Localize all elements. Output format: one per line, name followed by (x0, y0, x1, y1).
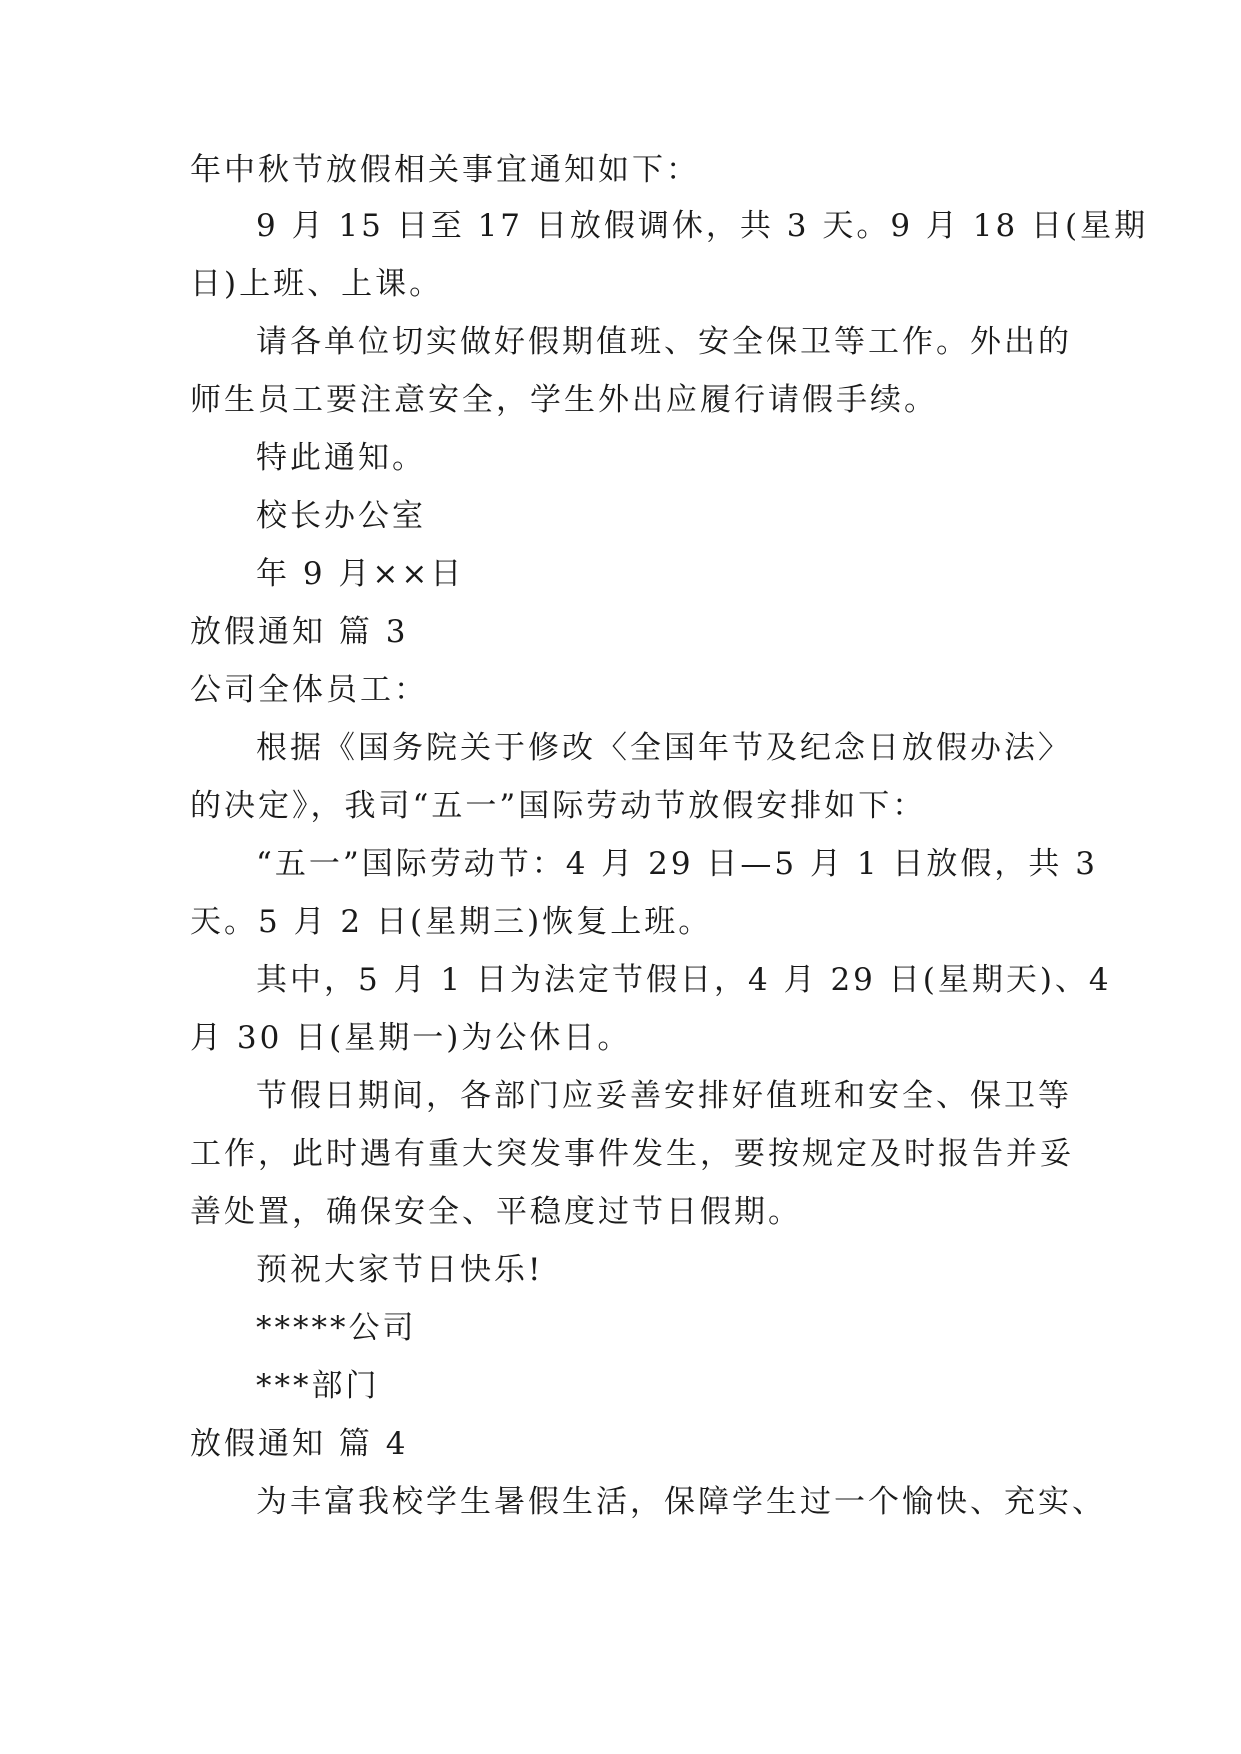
paragraph-line: 年中秋节放假相关事宜通知如下： (190, 152, 700, 188)
paragraph-line: “五一”国际劳动节：4 月 29 日—5 月 1 日放假，共 3 (256, 846, 1099, 882)
date-line: 年 9 月××日 (256, 556, 465, 592)
paragraph-line: 天。5 月 2 日(星期三)恢复上班。 (190, 904, 713, 940)
paragraph-line: 节假日期间，各部门应妥善安排好值班和安全、保卫等 (256, 1078, 1072, 1114)
paragraph-line: 工作，此时遇有重大突发事件发生，要按规定及时报告并妥 (190, 1136, 1074, 1172)
signature-line: *****公司 (256, 1310, 417, 1346)
paragraph-line: 月 30 日(星期一)为公休日。 (190, 1020, 632, 1056)
paragraph-line: 为丰富我校学生暑假生活，保障学生过一个愉快、充实、 (256, 1484, 1106, 1520)
section-heading: 放假通知 篇 3 (190, 614, 409, 650)
paragraph-line: 请各单位切实做好假期值班、安全保卫等工作。外出的 (256, 324, 1072, 360)
paragraph-line: 特此通知。 (256, 440, 426, 476)
paragraph-line: 根据《国务院关于修改〈全国年节及纪念日放假办法〉 (256, 730, 1072, 766)
salutation-line: 公司全体员工： (190, 672, 428, 708)
section-heading: 放假通知 篇 4 (190, 1426, 409, 1462)
paragraph-line: 预祝大家节日快乐! (256, 1252, 544, 1288)
paragraph-line: 其中，5 月 1 日为法定节假日，4 月 29 日(星期天)、4 (256, 962, 1112, 998)
signature-line: 校长办公室 (256, 498, 426, 534)
signature-line: ***部门 (256, 1368, 380, 1404)
paragraph-line: 9 月 15 日至 17 日放假调休，共 3 天。9 月 18 日(星期 (256, 208, 1149, 244)
paragraph-line: 日)上班、上课。 (190, 266, 444, 302)
paragraph-line: 师生员工要注意安全，学生外出应履行请假手续。 (190, 382, 938, 418)
paragraph-line: 善处置，确保安全、平稳度过节日假期。 (190, 1194, 802, 1230)
paragraph-line: 的决定》，我司“五一”国际劳动节放假安排如下： (190, 788, 927, 824)
